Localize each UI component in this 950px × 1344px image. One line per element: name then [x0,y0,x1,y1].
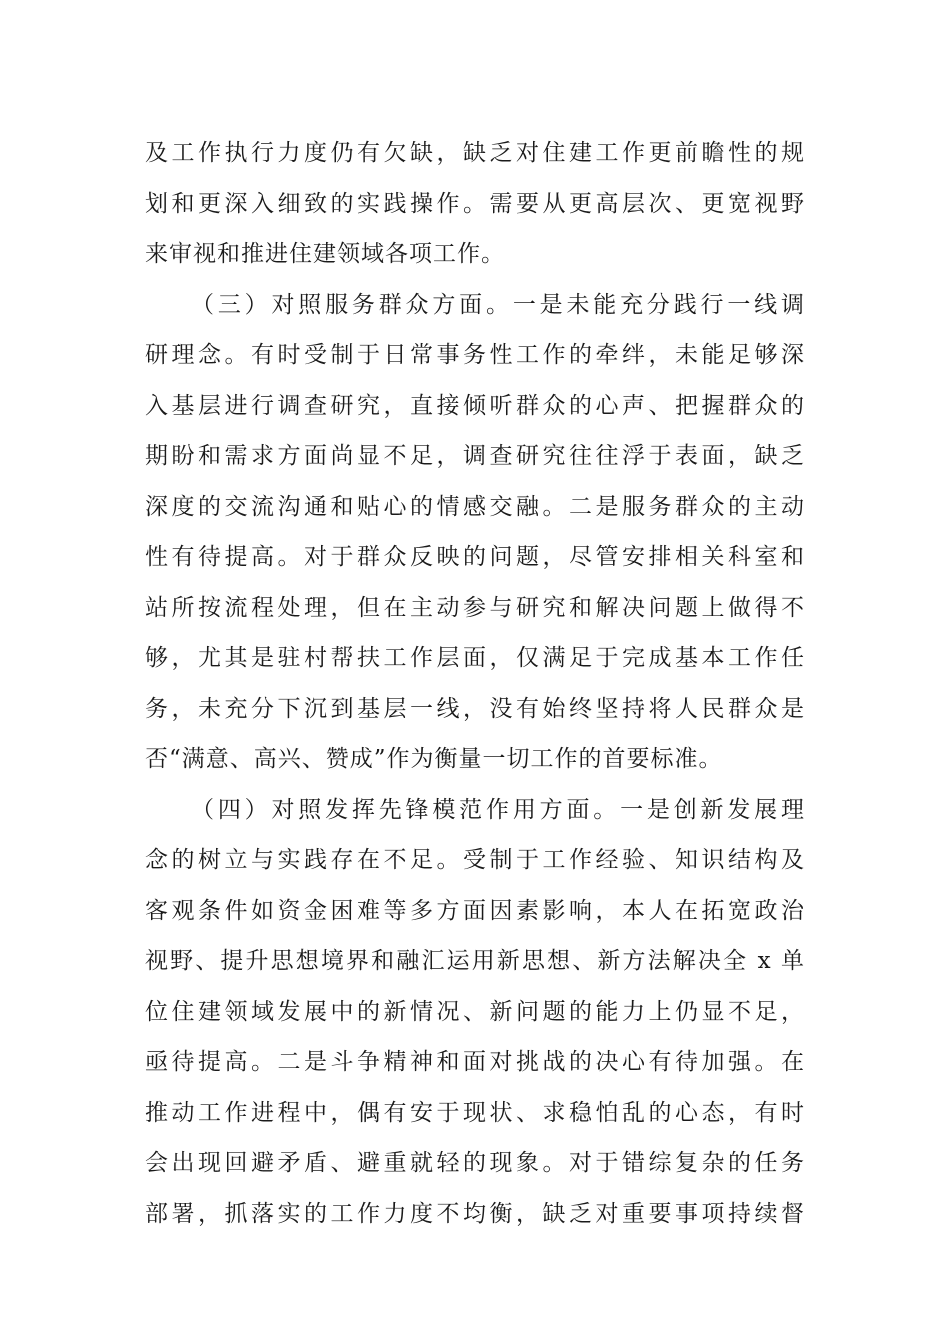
text-line: 客观条件如资金困难等多方面因素影响，本人在拓宽政治 [145,897,805,924]
text-line: 推动工作进程中，偶有安于现状、求稳怕乱的心态，有时 [145,1099,805,1126]
text-line: 站所按流程处理，但在主动参与研究和解决问题上做得不 [145,594,805,621]
text-line: 性有待提高。对于群众反映的问题，尽管安排相关科室和 [145,544,805,570]
text-line: 务，未充分下沉到基层一线，没有始终坚持将人民群众是 [145,695,805,722]
text-line: 来审视和推进住建领域各项工作。 [145,241,505,267]
text-line: 部署，抓落实的工作力度不均衡，缺乏对重要事项持续督 [145,1200,805,1227]
text-line: 会出现回避矛盾、避重就轻的现象。对于错综复杂的任务 [145,1150,805,1176]
text-line: 位住建领域发展中的新情况、新问题的能力上仍显不足， [145,998,805,1025]
section-heading-line: （三）对照服务群众方面。一是未能充分践行一线调 [191,291,805,318]
text-line: 亟待提高。二是斗争精神和面对挑战的决心有待加强。在 [145,1049,805,1075]
text-line: 期盼和需求方面尚显不足，调查研究往往浮于表面，缺乏 [145,443,805,469]
text-line: 视野、提升思想境界和融汇运用新思想、新方法解决全 x 单 [145,948,805,974]
text-line: 够，尤其是驻村帮扶工作层面，仅满足于完成基本工作任 [145,645,805,671]
section-heading-line: （四）对照发挥先锋模范作用方面。一是创新发展理 [191,796,805,823]
text-line: 研理念。有时受制于日常事务性工作的牵绊，未能足够深 [145,342,805,368]
text-line: 深度的交流沟通和贴心的情感交融。二是服务群众的主动 [145,493,805,520]
body-text [145,128,805,1239]
text-line: 否“满意、高兴、赞成”作为衡量一切工作的首要标准。 [145,746,723,772]
text-line: 划和更深入细致的实践操作。需要从更高层次、更宽视野 [145,190,805,217]
text-line: 及工作执行力度仍有欠缺，缺乏对住建工作更前瞻性的规 [145,140,805,166]
text-line: 念的树立与实践存在不足。受制于工作经验、知识结构及 [145,847,805,873]
text-line: 入基层进行调查研究，直接倾听群众的心声、把握群众的 [145,392,805,419]
